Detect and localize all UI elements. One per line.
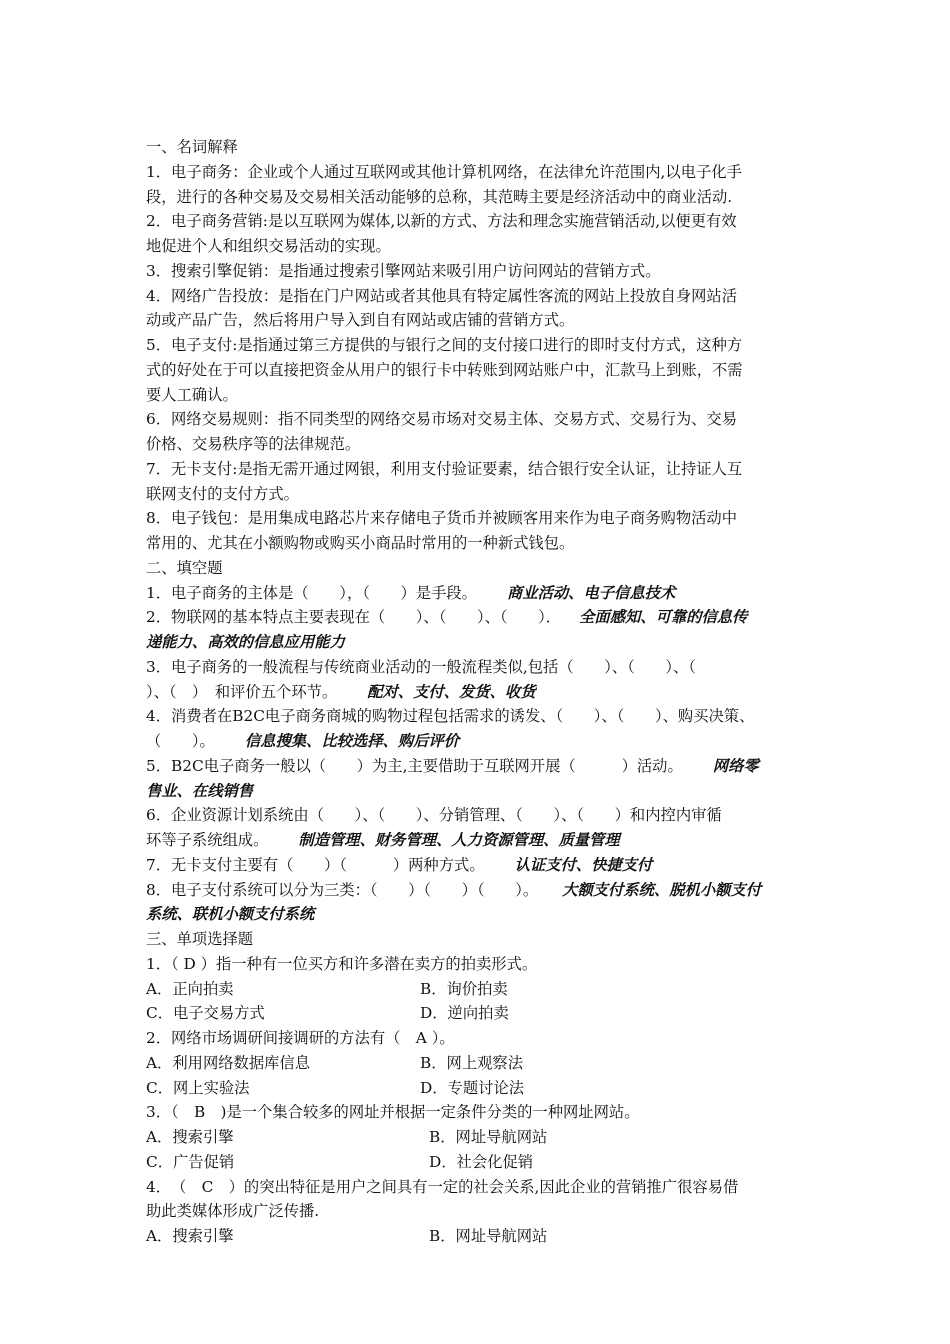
choice-options <box>146 977 810 1002</box>
fill-question <box>146 803 810 828</box>
question-text: 6．企业资源计划系统由（ ）、（ ）、分销管理、（ ）、（ ）和内控内审循 <box>146 806 722 825</box>
choice-question: 4． （ C ）的突出特征是用户之间具有一定的社会关系,因此企业的营销推广很容易借 <box>146 1177 739 1196</box>
definition-line: 段，进行的各种交易及交易相关活动能够的总称，其范畴主要是经济活动中的商业活动. <box>146 187 733 206</box>
choice-question: 3．（ B )是一个集合较多的网址并根据一定条件分类的一种网址网站。 <box>146 1103 640 1122</box>
section-heading-choice: 三、单项选择题 <box>146 930 254 948</box>
definition-line: 6．网络交易规则：指不同类型的网络交易市场对交易主体、交易方式、交易行为、交易 <box>146 410 738 429</box>
definition-line: 4．网络广告投放：是指在门户网站或者其他具有特定属性客流的网站上投放自身网站活 <box>146 286 738 305</box>
fill-question <box>146 581 810 606</box>
answer-text: 制造管理、财务管理、人力资源管理、质量管理 <box>298 831 620 849</box>
choice-options <box>146 1125 810 1150</box>
answer-text: 认证支付、快捷支付 <box>514 855 653 874</box>
choice-options <box>146 1150 810 1175</box>
fill-question-continuation <box>146 828 810 853</box>
option-d: D．专题讨论法 <box>420 1078 525 1097</box>
answer-text: 配对、支付、发货、收货 <box>367 682 536 701</box>
definition-line: 8．电子钱包：是用集成电路芯片来存储电子货币并被顾客用来作为电子商务购物活动中 <box>146 509 738 528</box>
option-b: B．网上观察法 <box>420 1053 524 1072</box>
definition-line: 价格、交易秩序等的法律规范。 <box>146 435 361 453</box>
choice-question: 1．（ D ）指一种有一位买方和许多潜在卖方的拍卖形式。 <box>146 954 538 973</box>
question-text: 3．电子商务的一般流程与传统商业活动的一般流程类似,包括（ ）、（ ）、（ <box>146 657 696 676</box>
option-a: A．正向拍卖 <box>146 979 234 998</box>
question-text: 7．无卡支付主要有（ ）（ ）两种方式。 <box>146 855 485 874</box>
answer-text: 递能力、高效的信息应用能力 <box>146 633 345 651</box>
answer-text: 系统、联机小额支付系统 <box>146 905 315 924</box>
definition-line: 5．电子支付:是指通过第三方提供的与银行之间的支付接口进行的即时支付方式，这种方 <box>146 336 743 354</box>
option-a: A．利用网络数据库信息 <box>146 1053 311 1072</box>
fill-answer-continuation <box>146 630 810 655</box>
option-b: B．网址导航网站 <box>429 1128 548 1146</box>
answer-text: 大额支付系统、脱机小额支付 <box>562 880 762 899</box>
question-text: 4．消费者在B2C电子商务商城的购物过程包括需求的诱发、（ ）、（ ）、购买决策、 <box>146 707 755 726</box>
question-text: （ ）。 <box>146 732 215 750</box>
document-page <box>146 135 810 1249</box>
answer-text: 全面感知、可靠的信息传 <box>579 608 748 627</box>
section-heading-fill: 二、填空题 <box>146 558 223 577</box>
fill-question <box>146 878 810 903</box>
question-text: 环等子系统组成。 <box>146 831 269 849</box>
answer-text: 网络零 <box>712 756 759 775</box>
option-a: A．搜索引擎 <box>146 1128 234 1146</box>
fill-question <box>146 605 810 630</box>
question-text: 2．物联网的基本特点主要表现在（ ）、（ ）、（ ）． <box>146 608 562 627</box>
definition-line: 地促进个人和组织交易活动的实现。 <box>146 237 391 255</box>
choice-options <box>146 1001 810 1026</box>
choice-options <box>146 1076 810 1101</box>
choice-options <box>146 1224 810 1249</box>
definition-line: 1．电子商务：企业或个人通过互联网或其他计算机网络，在法律允许范围内,以电子化手 <box>146 162 742 181</box>
choice-options <box>146 1051 810 1076</box>
fill-question <box>146 655 810 680</box>
option-c: C．电子交易方式 <box>146 1004 265 1023</box>
option-d: D．逆向拍卖 <box>420 1004 509 1023</box>
fill-question <box>146 704 810 729</box>
choice-question-continuation: 助此类媒体形成广泛传播. <box>146 1202 320 1221</box>
definition-line: 3．搜索引擎促销：是指通过搜索引擎网站来吸引用户访问网站的营销方式。 <box>146 261 661 280</box>
definition-line: 7．无卡支付:是指无需开通过网银，利用支付验证要素，结合银行安全认证，让持证人互 <box>146 459 743 478</box>
fill-question-continuation <box>146 729 810 754</box>
fill-question <box>146 853 810 878</box>
section-heading-terms: 一、名词解释 <box>146 138 238 156</box>
choice-question: 2．网络市场调研间接调研的方法有（ A ）。 <box>146 1029 455 1047</box>
question-text: 5．B2C电子商务一般以（ ）为主,主要借助于互联网开展（ ）活动。 <box>146 756 683 775</box>
fill-question <box>146 754 810 779</box>
fill-question-continuation <box>146 680 810 705</box>
definition-line: 常用的、尤其在小额购物或购买小商品时常用的一种新式钱包。 <box>146 534 575 552</box>
answer-text: 售业、在线销售 <box>146 781 254 800</box>
option-b: B．询价拍卖 <box>420 979 508 998</box>
question-text: 1．电子商务的主体是（ ），（ ）是手段。 <box>146 583 477 602</box>
answer-text: 信息搜集、比较选择、购后评价 <box>244 732 460 750</box>
definition-line: 要人工确认。 <box>146 385 238 404</box>
definition-line: 联网支付的支付方式。 <box>146 484 299 503</box>
definition-line: 式的好处在于可以直接把资金从用户的银行卡中转账到网站账户中，汇款马上到账，不需 <box>146 360 743 379</box>
question-text: ）、（ ） 和评价五个环节。 <box>146 682 338 701</box>
option-d: D．社会化促销 <box>429 1152 534 1171</box>
definition-line: 动或产品广告，然后将用户导入到自有网站或店铺的营销方式。 <box>146 311 575 330</box>
fill-answer-continuation <box>146 902 810 927</box>
option-a: A．搜索引擎 <box>146 1227 234 1245</box>
question-text: 8．电子支付系统可以分为三类：（ ）（ ）（ ）。 <box>146 880 539 899</box>
option-c: C．网上实验法 <box>146 1078 250 1097</box>
option-b: B．网址导航网站 <box>429 1227 548 1245</box>
answer-text: 商业活动、电子信息技术 <box>506 583 676 602</box>
fill-answer-continuation <box>146 779 810 804</box>
option-c: C．广告促销 <box>146 1152 235 1171</box>
definition-line: 2．电子商务营销:是以互联网为媒体,以新的方式、方法和理念实施营销活动,以便更有效 <box>146 212 737 231</box>
